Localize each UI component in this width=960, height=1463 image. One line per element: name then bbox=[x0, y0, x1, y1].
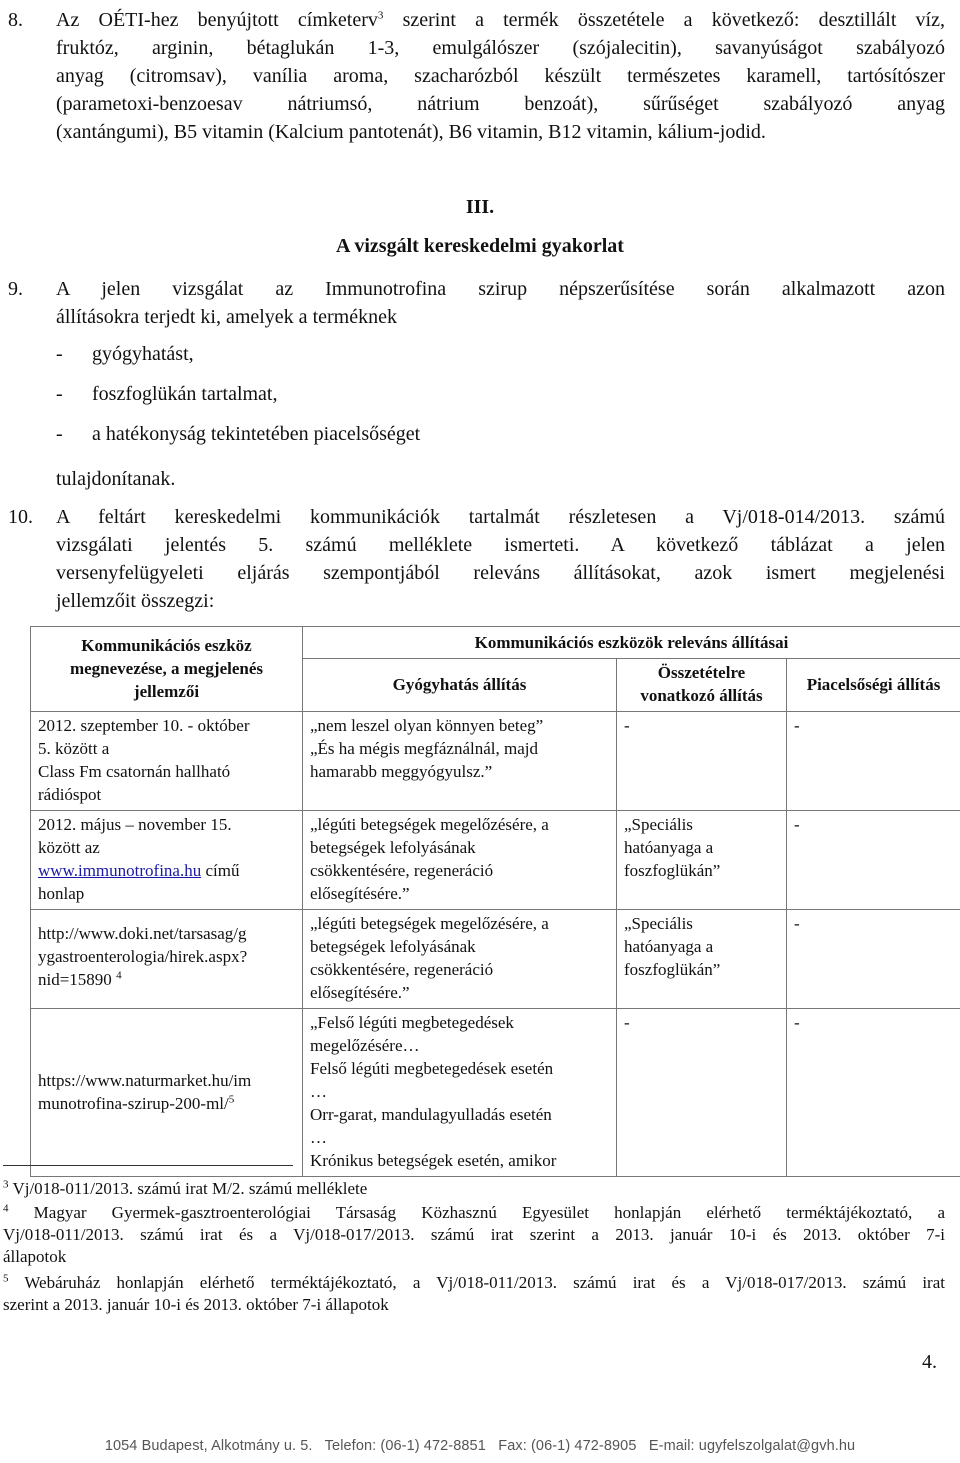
footnote-3: $^3$ Vj/018-011/2013. számú irat M/2. számú melléklete bbox=[3, 1178, 368, 1198]
footnote-4: $^4$ Magyar Gyermek-gasztroenterológiai Társaság Közhasznú Egyesület honlapján elérhető terméktájékoztató, a Vj/018-011/2013. számú irat és a Vj/018-017/2013. számú irat szerint a 2013. január 10-i és 2013. október 7-i állapotok bbox=[3, 1202, 945, 1266]
paragraph-10-line-2: vizsgálati jelentés 5. számú melléklete ismerteti. A következő táblázat a jelen bbox=[56, 534, 945, 556]
claims-list bbox=[56, 340, 420, 460]
footnote-ref-4: 4 bbox=[116, 969, 122, 982]
cell-leadership: - bbox=[787, 811, 960, 910]
list-item: - gyógyhatást, bbox=[56, 343, 194, 365]
paragraph-10-line-4: jellemzőit összegzi: bbox=[56, 590, 215, 612]
footnote-separator bbox=[3, 1165, 293, 1166]
cell-leadership: - bbox=[787, 712, 960, 811]
paragraph-9-number: 9. bbox=[8, 278, 23, 300]
list-item: - foszfoglükán tartalmat, bbox=[56, 383, 278, 405]
footer-text: 1054 Budapest, Alkotmány u. 5. Telefon: (06-1) 472-8851 Fax: (06-1) 472-8905 E-mail: ugyfelszolgalat@gvh.hu bbox=[104, 1437, 856, 1454]
cell-tool: https://www.naturmarket.hu/im munotrofina-szirup-200-ml/$^5$ bbox=[31, 1009, 303, 1177]
cell-healing: „Felső légúti megbetegedések megelőzésére… Felső légúti megbetegedések esetén … Orr-garat, mandulagyulladás esetén … Krónikus betegségek esetén, amikor bbox=[303, 1009, 617, 1177]
table-row bbox=[31, 712, 960, 811]
table-row bbox=[31, 1009, 960, 1177]
paragraph-8-number: 8. bbox=[8, 9, 23, 31]
cell-tool: 2012. szeptember 10. - október 5. között a Class Fm csatornán hallható rádióspot bbox=[31, 712, 303, 811]
cell-leadership: - bbox=[787, 1009, 960, 1177]
cell-tool: http://www.doki.net/tarsasag/g ygastroenterologia/hirek.aspx? nid=15890 $^4$ bbox=[31, 910, 303, 1009]
section-title: A vizsgált kereskedelmi gyakorlat bbox=[336, 235, 624, 257]
footnote-ref-5: 5 bbox=[228, 1092, 235, 1105]
table-header-row bbox=[31, 627, 960, 659]
paragraph-8-line-5: (xantángumi), B5 vitamin (Kalcium pantotenát), B6 vitamin, B12 vitamin, kálium-jodid. bbox=[56, 121, 766, 143]
paragraph-10-number: 10. bbox=[8, 506, 33, 528]
cell-composition: „Speciális hatóanyaga a foszfoglükán” bbox=[617, 811, 787, 910]
cell-tool: 2012. május – november 15. között az www.immunotrofina.hu című honlap bbox=[31, 811, 303, 910]
paragraph-8-line-2: fruktóz, arginin, bétaglukán 1-3, emulgálószer (szójalecitin), savanyúságot szabályozó bbox=[56, 37, 945, 59]
header-claims-group: Kommunikációs eszközök releváns állításai bbox=[303, 627, 960, 659]
immunotrofina-link[interactable]: www.immunotrofina.hu bbox=[38, 861, 202, 880]
paragraph-10 bbox=[56, 503, 945, 615]
paragraph-10-line-3: versenyfelügyeleti eljárás szempontjából releváns állításokat, azok ismert megjelenési bbox=[56, 562, 945, 584]
paragraph-9-line-1: A jelen vizsgálat az Immunotrofina szirup népszerűsítése során alkalmazott azon bbox=[56, 278, 945, 300]
section-roman-numeral: III. bbox=[465, 196, 495, 218]
table-row bbox=[31, 910, 960, 1009]
cell-composition: - bbox=[617, 1009, 787, 1177]
header-tool: Kommunikációs eszköz megnevezése, a megjelenés jellemzői bbox=[31, 627, 303, 712]
communications-table bbox=[30, 626, 960, 1177]
header-leadership: Piacelsőségi állítás bbox=[787, 659, 960, 712]
cell-composition: - bbox=[617, 712, 787, 811]
list-item: - a hatékonyság tekintetében piacelsőséget bbox=[56, 423, 421, 445]
paragraph-8-line-3: anyag (citromsav), vanília aroma, szacharózból készült természetes karamell, tartósítószer bbox=[56, 65, 945, 87]
header-healing: Gyógyhatás állítás bbox=[303, 659, 617, 712]
footnote-5: $^5$ Webáruház honlapján elérhető terméktájékoztató, a Vj/018-011/2013. számú irat és a Vj/018-017/2013. számú irat szerint a 2013. január 10-i és 2013. október 7-i állapotok bbox=[3, 1272, 945, 1314]
header-composition: Összetételre vonatkozó állítás bbox=[617, 659, 787, 712]
cell-composition: „Speciális hatóanyaga a foszfoglükán” bbox=[617, 910, 787, 1009]
paragraph-10-line-1: A feltárt kereskedelmi kommunikációk tartalmát részletesen a Vj/018-014/2013. számú bbox=[56, 506, 945, 528]
cell-leadership: - bbox=[787, 910, 960, 1009]
paragraph-8-line-1: Az OÉTI-hez benyújtott címketerv$^3$ szerint a termék összetétele a következő: desztillált víz, bbox=[56, 9, 945, 31]
cell-healing: „légúti betegségek megelőzésére, a betegségek lefolyásának csökkentésére, regeneráció elősegítésére.” bbox=[303, 811, 617, 910]
paragraph-9-tail: tulajdonítanak. bbox=[56, 468, 176, 490]
footnote-ref-3: 3 bbox=[377, 9, 384, 22]
table-row bbox=[31, 811, 960, 910]
paragraph-9-line-2: állításokra terjedt ki, amelyek a terméknek bbox=[56, 306, 397, 328]
contact-footer bbox=[0, 1428, 960, 1463]
cell-healing: „légúti betegségek megelőzésére, a betegségek lefolyásának csökkentésére, regeneráció elősegítésére.” bbox=[303, 910, 617, 1009]
cell-healing: „nem leszel olyan könnyen beteg” „És ha mégis megfáználnál, majd hamarabb meggyógyulsz.” bbox=[303, 712, 617, 811]
paragraph-8-line-4: (parametoxi-benzoesav nátriumsó, nátrium benzoát), sűrűséget szabályozó anyag bbox=[56, 93, 945, 115]
paragraph-8 bbox=[56, 6, 945, 146]
page-number: 4. bbox=[922, 1351, 937, 1373]
paragraph-9 bbox=[56, 275, 945, 331]
